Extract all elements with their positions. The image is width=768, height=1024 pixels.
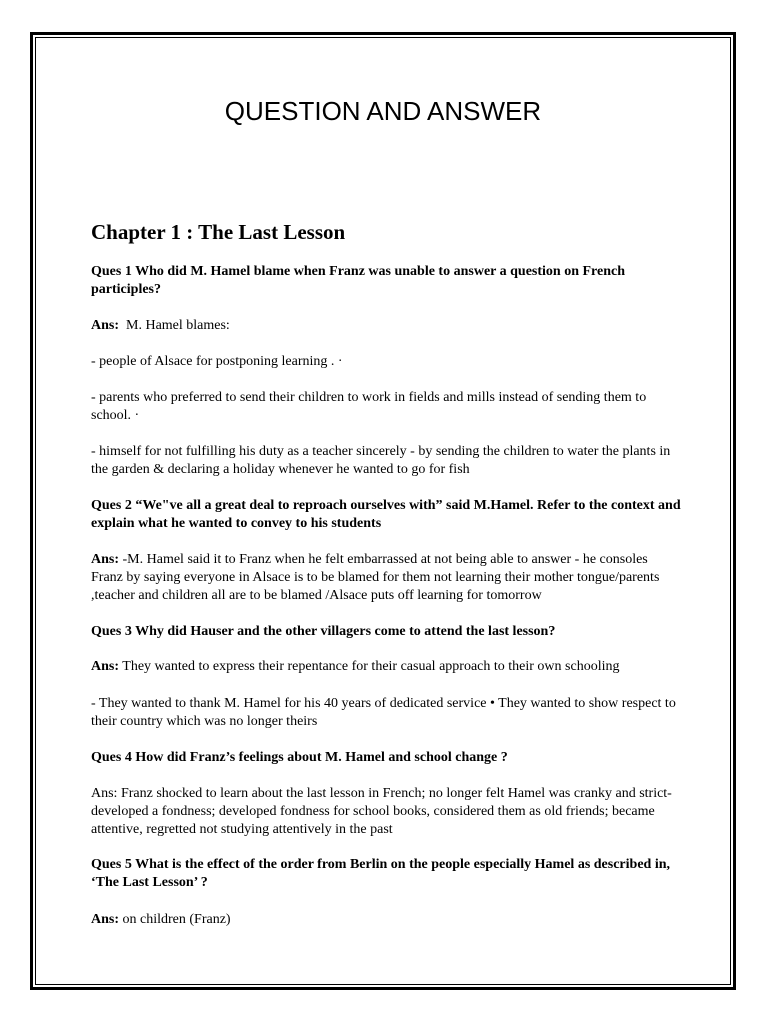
answer-text: They wanted to express their repentance for their casual approach to their own schooling [122, 659, 620, 674]
answer-label: Ans: [91, 912, 120, 927]
answer-text: on children (Franz) [122, 912, 231, 927]
question-1: Ques 1 Who did M. Hamel blame when Franz was unable to answer a question on French participles? [91, 264, 625, 297]
chapter-heading: Chapter 1 : The Last Lesson [91, 220, 346, 244]
answer-text: -M. Hamel said it to Franz when he felt embarrassed at not being able to answer - he consoles Franz by saying everyone in Alsace is to be blamed for them not learning their mother tongue/parents ,teacher and children all are to be blamed /Alsace puts off learning for tomorrow [91, 552, 660, 603]
answer-3 [91, 658, 681, 676]
answer-1 [91, 317, 681, 335]
answer-label: Ans: [91, 659, 120, 674]
answer-1-point-2: - parents who preferred to send their children to work in fields and mills instead of sending them to school. · [91, 390, 647, 423]
question-4: Ques 4 How did Franz’s feelings about M. Hamel and school change ? [91, 750, 508, 765]
answer-1-point-1: - people of Alsace for postponing learning . · [91, 354, 343, 369]
question-5: Ques 5 What is the effect of the order from Berlin on the people especially Hamel as described in, ‘The Last Lesson’ ? [91, 857, 670, 890]
answer-2 [91, 551, 681, 605]
answer-label: Ans: [91, 318, 120, 333]
document-title: QUESTION AND ANSWER [224, 96, 542, 126]
answer-label: Ans: [91, 552, 120, 567]
answer-1-point-3: - himself for not fulfilling his duty as a teacher sincerely - by sending the children to water the plants in the garden & declaring a holiday whenever he wanted to go for fish [91, 444, 671, 477]
answer-4: Ans: Franz shocked to learn about the last lesson in French; no longer felt Hamel was cranky and strict-developed a fondness; developed fondness for school books, considered them as old friends; became attentive, regretted not studying attentively in the past [91, 786, 672, 837]
answer-5 [91, 911, 681, 929]
answer-text: M. Hamel blames: [126, 318, 230, 333]
answer-3-point-1: - They wanted to thank M. Hamel for his 40 years of dedicated service • They wanted to show respect to their country which was no longer theirs [91, 696, 676, 729]
question-2: Ques 2 “We"ve all a great deal to reproach ourselves with” said M.Hamel. Refer to the context and explain what he wanted to convey to his students [91, 498, 681, 531]
question-3: Ques 3 Why did Hauser and the other villagers come to attend the last lesson? [91, 624, 556, 639]
